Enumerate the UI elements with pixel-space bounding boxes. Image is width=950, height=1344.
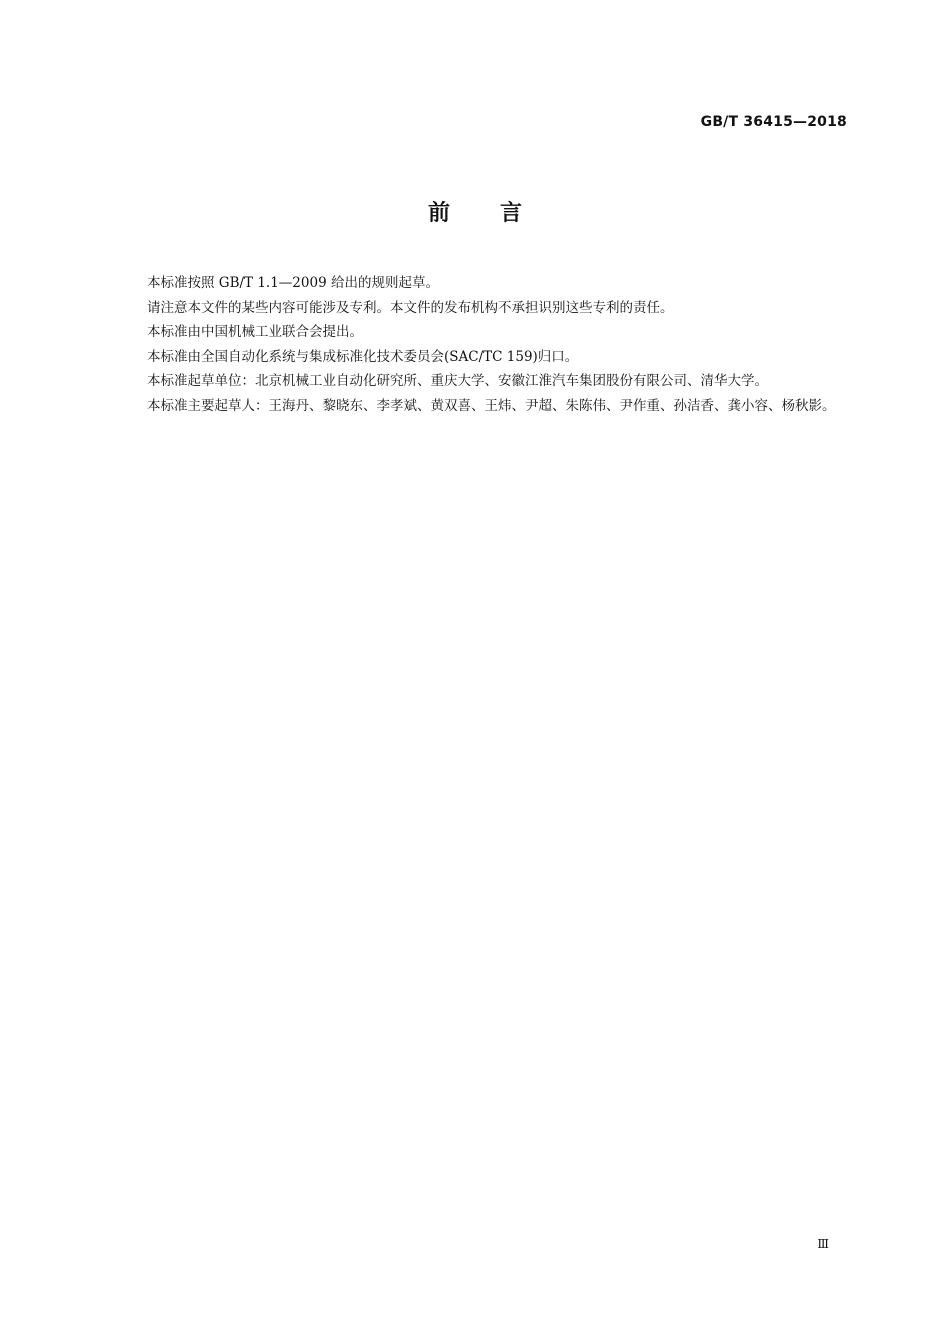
paragraph-technical-committee: 本标准由全国自动化系统与集成标准化技术委员会(SAC/TC 159)归口。 <box>147 348 579 365</box>
paragraph-proposer: 本标准由中国机械工业联合会提出。 <box>147 324 363 341</box>
paragraph-drafting-rules: 本标准按照 GB/T 1.1—2009 给出的规则起草。 <box>147 275 439 291</box>
paragraph-patent-notice: 请注意本文件的某些内容可能涉及专利。本文件的发布机构不承担识别这些专利的责任。 <box>147 299 674 316</box>
page-title <box>0 196 950 227</box>
page-number: Ⅲ <box>817 1237 829 1251</box>
paragraph-drafting-organizations: 本标准起草单位：北京机械工业自动化研究所、重庆大学、安徽江淮汽车集团股份有限公司、清华大学。 <box>147 373 768 390</box>
standard-number: GB/T 36415—2018 <box>700 114 847 130</box>
foreword-body <box>115 271 855 419</box>
title-char-2: 言 <box>500 201 523 226</box>
paragraph-drafters: 本标准主要起草人：王海丹、黎晓东、李孝斌、黄双喜、王炜、尹超、朱陈伟、尹作重、孙洁香、龚小容、杨秋影。 <box>147 397 836 414</box>
title-char-1: 前 <box>427 201 450 226</box>
